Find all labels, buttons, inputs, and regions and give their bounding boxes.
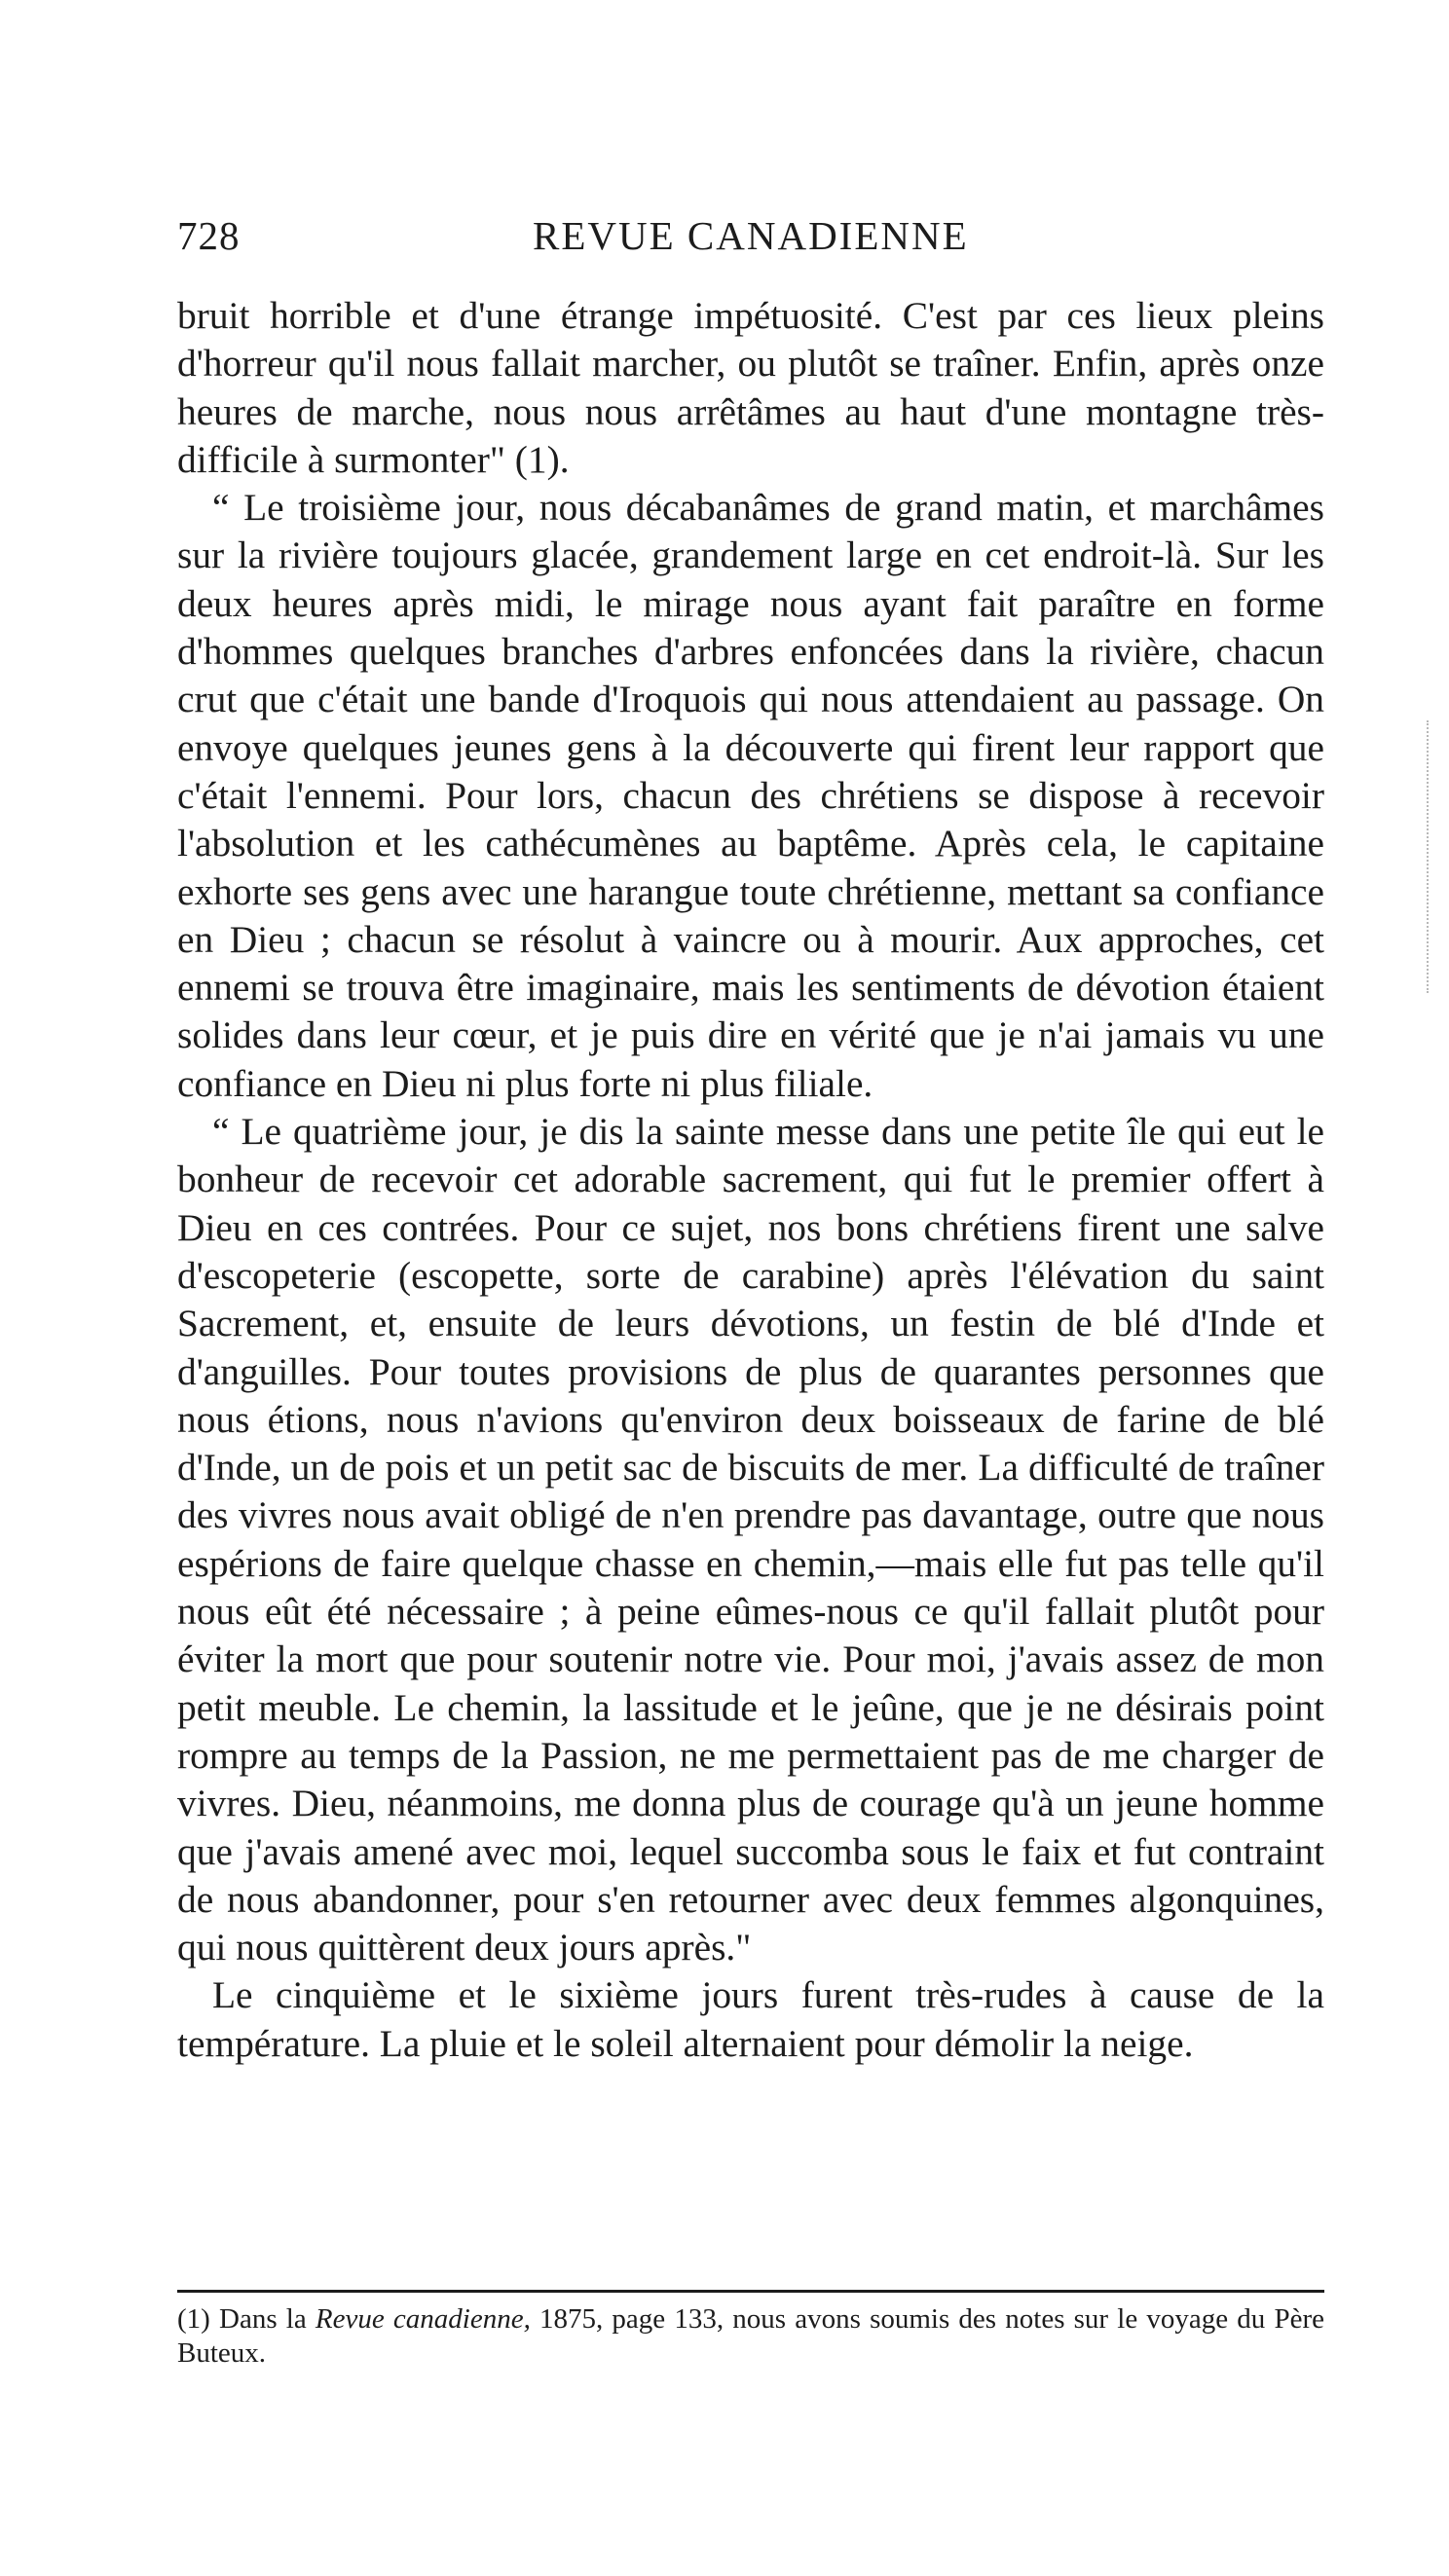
footnote-text-after: 1875, page 133, nous avons soumis des notes sur le voyage du Père Buteux. — [177, 2303, 1324, 2369]
footnote — [177, 2302, 1324, 2371]
footnote-text-before: Dans la — [209, 2303, 316, 2335]
page-number: 728 — [177, 213, 241, 258]
footnote-marker: (1) — [177, 2303, 210, 2335]
paragraph-fourth-day: “ Le quatrième jour, je dis la sainte messe dans une petite île qui eut le bonheur de recevoir cet adorable sacrement, qui fut le premier offert à Dieu en ces contrées. Pour ce sujet, nos bons chrétiens firent une salve d'escopeterie (escopette, sorte de carabine) après l'élévation du saint Sacrement, et, ensuite de leurs dévotions, un festin de blé d'Inde et d'anguilles. Pour toutes provisions de plus de quarantes personnes que nous étions, nous n'avions qu'environ deux boisseaux de farine de blé d'Inde, un de pois et un petit sac de biscuits de mer. La difficulté de traîner des vivres nous avait obligé de n'en prendre pas davantage, outre que nous espérions de faire quelque chasse en chemin,—mais elle fut pas telle qu'il nous eût été nécessaire ; à peine eûmes-nous ce qu'il fallait plutôt pour éviter la mort que pour soutenir notre vie. Pour moi, j'avais assez de mon petit meuble. Le chemin, la lassitude et le jeûne, que je ne désirais point rompre au temps de la Passion, ne me permettaient pas de me charger de vivres. Dieu, néanmoins, me donna plus de courage qu'à un jeune homme que j'avais amené avec moi, lequel succomba sous le faix et fut contraint de nous abandonner, pour s'en retourner avec deux femmes algonquines, qui nous quittèrent deux jours après." — [177, 1110, 1324, 1969]
page-header — [177, 212, 1324, 271]
paragraph-fifth-sixth-day: Le cinquième et le sixième jours furent très-rudes à cause de la température. La pluie et le soleil alternaient pour démolir la neige. — [177, 1973, 1324, 2065]
body-text — [177, 292, 1324, 2068]
footnote-journal-title: Revue canadienne, — [315, 2303, 531, 2335]
paragraph-continuation: bruit horrible et d'une étrange impétuosité. C'est par ces lieux pleins d'horreur qu'il nous fallait marcher, ou plutôt se traîner. Enfin, après onze heures de marche, nous nous arrêtâmes au haut d'une montagne très-difficile à surmonter" (1). — [177, 294, 1324, 481]
margin-scan-artifact — [1427, 720, 1431, 993]
paragraph-third-day: “ Le troisième jour, nous décabanâmes de grand matin, et marchâmes sur la rivière toujours glacée, grandement large en cet endroit-là. Sur les deux heures après midi, le mirage nous ayant fait paraître en forme d'hommes quelques branches d'arbres enfoncées dans la rivière, chacun crut que c'était une bande d'Iroquois qui nous attendaient au passage. On envoye quelques jeunes gens à la découverte qui firent leur rapport que c'était l'ennemi. Pour lors, chacun des chrétiens se dispose à recevoir l'absolution et les cathécumènes au baptême. Après cela, le capitaine exhorte ses gens avec une harangue toute chrétienne, mettant sa confiance en Dieu ; chacun se résolut à vaincre ou à mourir. Aux approches, cet ennemi se trouva être imaginaire, mais les sentiments de dévotion étaient solides dans leur cœur, et je puis dire en vérité que je n'ai jamais vu une confiance en Dieu ni plus forte ni plus filiale. — [177, 486, 1324, 1105]
footnote-divider — [177, 2290, 1324, 2293]
running-title: REVUE CANADIENNE — [533, 213, 969, 258]
